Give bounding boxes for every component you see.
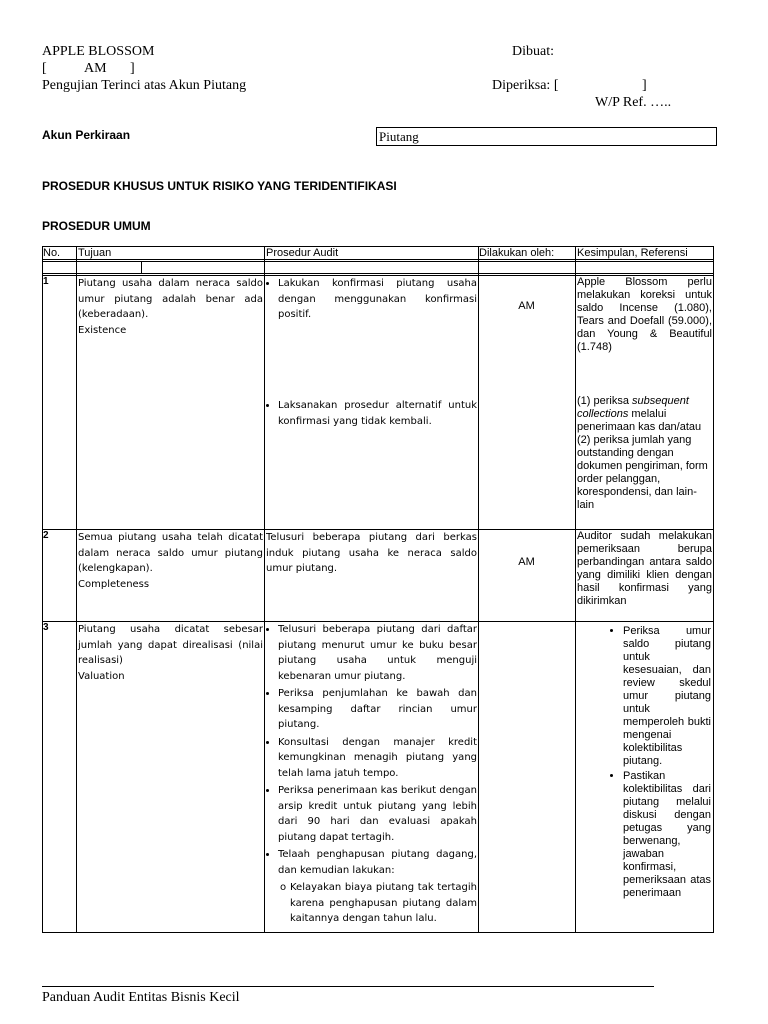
prosedur-item: • Laksanakan prosedur alternatif untuk konfirmasi yang tidak kembali. [278,398,477,429]
row-prosedur [266,622,477,927]
row-kesimpulan: Auditor sudah melakukan pemeriksaan berupa perbandingan antara saldo yang dimiliki klien dengan hasil konfirmasi yang dikirimkan [577,530,712,607]
row-prosedur-2 [266,398,477,431]
col-header-kesimpulan: Kesimpulan, Referensi [577,247,688,259]
row-kesimpulan [577,625,711,900]
sub-bullet: o [280,882,287,893]
preparer-bracket-close: ] [130,61,135,76]
col-header-dilakukan: Dilakukan oleh: [479,247,555,259]
row-number: 3 [43,622,49,633]
akun-value-field [376,127,717,146]
row-prosedur: Telusuri beberapa piutang dari berkas induk piutang usaha ke neraca saldo umur piutang. [266,532,477,574]
prosedur-item: • Periksa penjumlahan ke bawah dan kesamping daftar rincian umur piutang. [278,686,477,733]
prosedur-sub-item: o Kelayakan biaya piutang tak tertagih karena penghapusan piutang dalam kaitannya dengan tahun lalu. [266,880,477,927]
diperiksa-label: Diperiksa: [ [492,78,559,93]
col-header-no: No. [43,247,61,259]
prosedur-item: • Periksa penerimaan kas berikut dengan arsip kredit untuk piutang yang lebih dari 90 hari dan evaluasi apakah piutang dapat tertagih. [278,783,477,845]
row-tujuan: Piutang usaha dicatat sebesar jumlah yang dapat direalisasi (nilai realisasi) Valuation [78,624,263,682]
section-title: PROSEDUR KHUSUS UNTUK RISIKO YANG TERIDENTIFIKASI [42,179,397,193]
row-number: 2 [43,530,49,541]
dibuat-label: Dibuat: [512,44,554,59]
diperiksa-bracket-close: ] [642,78,647,93]
document-subtitle: Pengujian Terinci atas Akun Piutang [42,78,247,93]
col-header-tujuan: Tujuan [78,247,112,259]
preparer-initials: AM [84,61,107,76]
row-kesimpulan: Apple Blossom perlu melakukan koreksi untuk saldo Incense (1.080), Tears and Doefall (59.000), dan Young & Beautiful (1.748) [577,276,712,353]
kesimpulan-item: • Pastikan kolektibilitas dari piutang melalui diskusi dengan petugas yang berwenang, jawaban konfirmasi, pemeriksaan atas penerimaan [623,770,711,900]
wp-ref: W/P Ref. ….. [595,95,672,110]
footer-rule [42,986,654,987]
row-prosedur [266,276,477,325]
prosedur-item: • Telaah penghapusan piutang dagang, dan kemudian lakukan: [278,847,477,878]
row-tujuan: Piutang usaha dalam neraca saldo umur piutang adalah benar ada (keberadaan). Existence [78,278,263,336]
row-number: 1 [43,276,49,287]
kesimpulan-item: • Periksa umur saldo piutang untuk kesesuaian, dan review skedul umur piutang untuk memperoleh bukti mengenai kolektibilitas piutang. [623,625,711,768]
preparer-bracket-open: [ [42,61,47,76]
row-tujuan: Semua piutang usaha telah dicatat dalam neraca saldo umur piutang (kelengkapan). Completeness [78,532,263,590]
row-kesimpulan-2: (1) periksa subsequent collections melalui penerimaan kas dan/atau (2) periksa jumlah yang outstanding dengan dokumen pengiriman, form order pelanggan, korespondensi, dan lain-lain [577,395,708,511]
akun-label: Akun Perkiraan [42,128,131,142]
footer-text: Panduan Audit Entitas Bisnis Kecil [42,990,240,1005]
prosedur-item: • Telusuri beberapa piutang dari daftar piutang menurut umur ke buku besar piutang usaha untuk menguji kebenaran umur piutang. [278,622,477,684]
col-header-prosedur: Prosedur Audit [266,247,339,259]
client-name: APPLE BLOSSOM [42,44,155,59]
subsection-title: PROSEDUR UMUM [42,219,151,233]
row-dilakukan-oleh: AM [518,556,535,568]
prosedur-item: • Lakukan konfirmasi piutang usaha dengan menggunakan konfirmasi positif. [278,276,477,323]
akun-value: Piutang [379,129,419,144]
prosedur-item: • Konsultasi dengan manajer kredit kemungkinan menagih piutang yang telah lama jatuh tempo. [278,735,477,782]
row-dilakukan-oleh: AM [518,300,535,312]
